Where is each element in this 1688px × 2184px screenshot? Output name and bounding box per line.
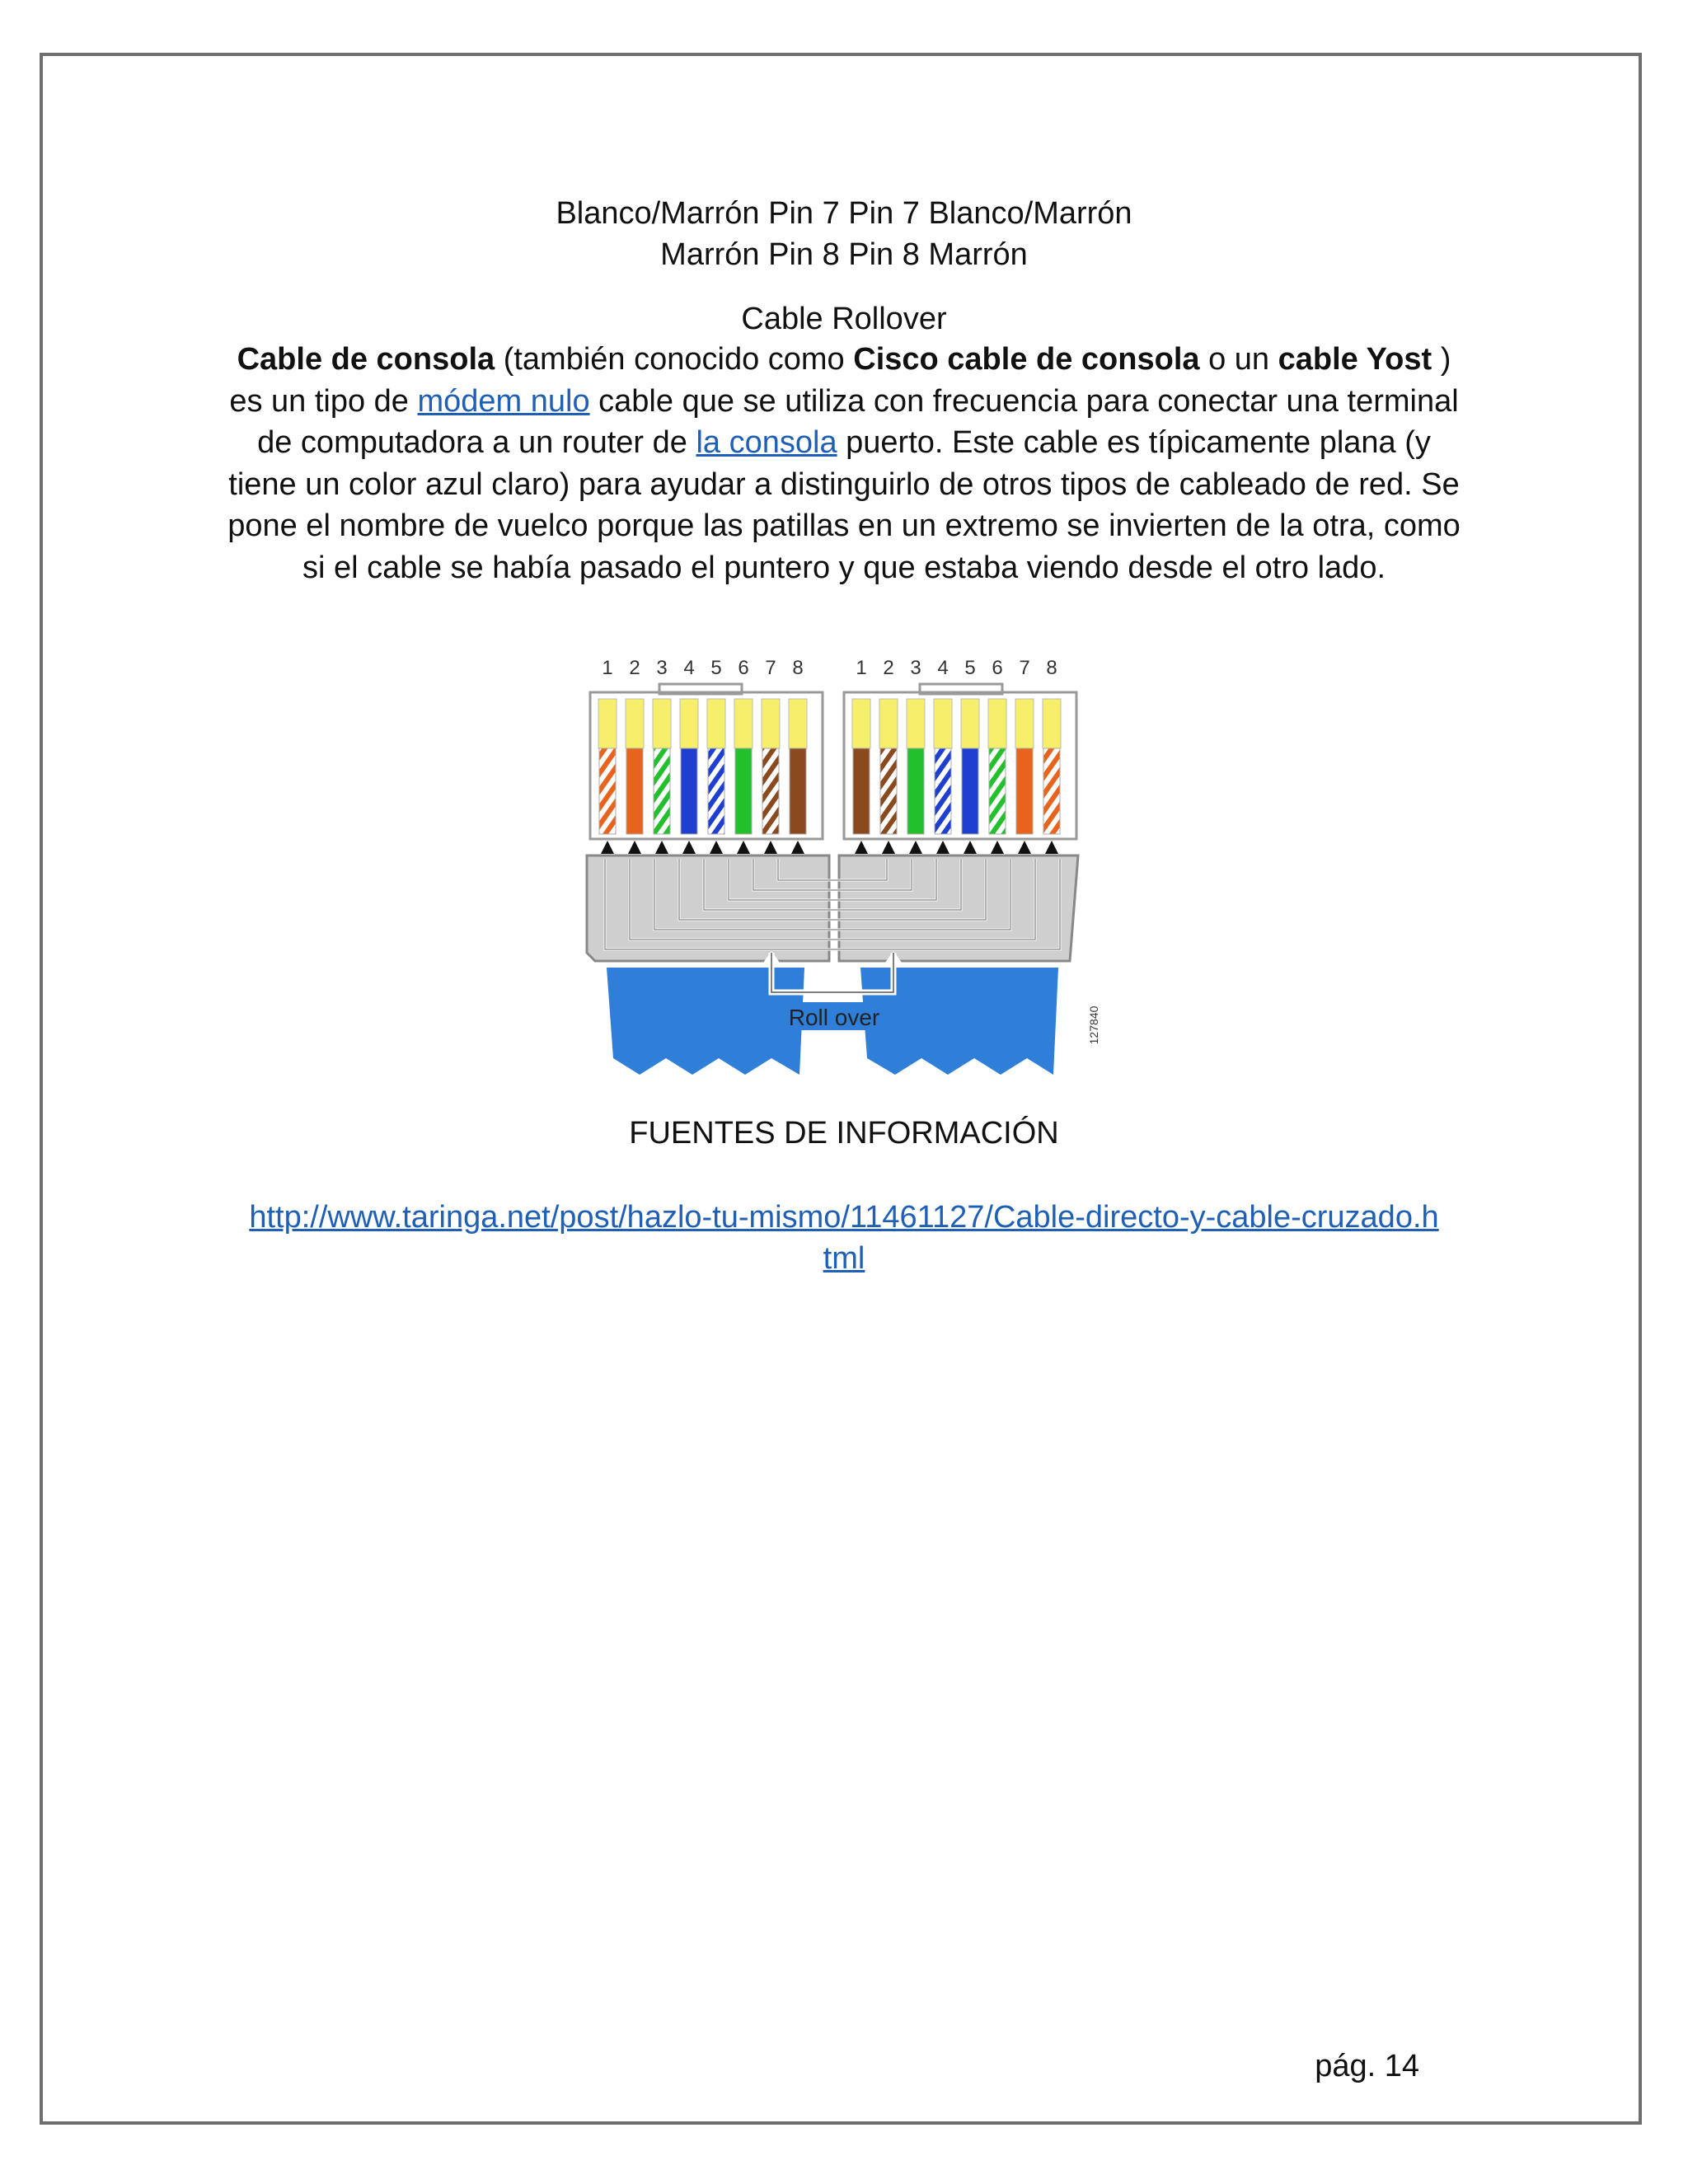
left-pin-number: 7 [765,657,776,679]
right-pin-contact [961,699,979,748]
right-pin-arrow [909,841,922,854]
right-pin-contact [1043,699,1061,748]
paragraph-text: puerto. Este cable es típicamente plana (y tiene un color azul claro) para ayudar a distinguirlo de otros tipos de cableado de red. Se pone el nombre de vuelco porque las patillas en un extremo se invierten de la otra, como si el cable se había pasado el puntero y que estaba viendo desde el otro lado. [227,425,1461,585]
right-pin-contact [879,699,898,748]
left-pin-contact [626,699,644,748]
left-pin-arrow [682,841,696,854]
left-pin-number: 6 [738,657,749,679]
right-wire-wb-orange-white [1043,748,1060,834]
source-link-container [247,1197,1441,1279]
paragraph-text: (también conocido como [495,342,854,377]
right-pin-arrow [882,841,895,854]
right-pin-arrow [1045,841,1058,854]
link-la-consola[interactable]: la consola [696,425,837,460]
left-pin-contact [762,699,780,748]
right-wire-green [907,748,924,834]
left-pin-arrow [764,841,777,854]
left-pin-arrow [628,841,641,854]
right-pin-number: 5 [964,657,976,679]
paragraph-text: ) es un tipo de [229,342,1451,419]
right-pin-contact [852,699,870,748]
link-modem-nulo[interactable]: módem nulo [417,383,590,419]
left-pin-number: 4 [683,657,695,679]
paragraph-text: cable que se utiliza con frecuencia para conectar una terminal de computadora a un router de [257,383,1459,460]
left-pin-contact [598,699,617,748]
right-pin-number: 2 [883,657,894,679]
right-pin-arrow [964,841,977,854]
left-wire-brown [790,748,806,834]
term-cable-de-consola: Cable de consola [237,342,495,377]
page-number: pág. 14 [1315,2049,1419,2083]
rollover-cable-diagram [577,646,1113,1091]
left-pin-number: 3 [656,657,668,679]
pin-line-7: Blanco/Marrón Pin 7 Pin 7 Blanco/Marrón [556,196,1132,231]
right-pin-number: 7 [1019,657,1030,679]
left-pin-contact [789,699,807,748]
left-wire-wb-green-white [654,748,670,834]
right-cable-jacket [860,968,1058,1075]
rollover-paragraph [223,339,1465,588]
left-wire-wb-brown-white [762,748,779,834]
left-pin-number: 1 [602,657,613,679]
source-link[interactable]: http://www.taringa.net/post/hazlo-tu-mismo/11461127/Cable-directo-y-cable-cruzado.html [249,1200,1439,1276]
left-pin-number: 5 [710,657,722,679]
left-pin-contact [707,699,725,748]
pin-line-8: Marrón Pin 8 Pin 8 Marrón [660,237,1028,272]
right-pin-arrow [991,841,1004,854]
left-wire-orange [626,748,643,834]
left-pin-arrow [655,841,668,854]
right-pin-arrow [936,841,950,854]
right-wire-brown [853,748,870,834]
right-pin-contact [988,699,1006,748]
term-cable-yost: cable Yost [1278,342,1432,377]
right-wire-wb-brown-white [880,748,897,834]
left-pin-arrow [791,841,804,854]
left-pin-contact [653,699,671,748]
left-pin-number: 2 [629,657,640,679]
paragraph-text: o un [1199,342,1278,377]
left-cable-jacket [607,968,804,1075]
figure-id: 127840 [1087,1005,1100,1045]
right-pin-number: 1 [856,657,867,679]
right-pin-number: 8 [1046,657,1057,679]
left-pin-arrow [601,841,614,854]
left-pin-contact [734,699,753,748]
right-boot [839,855,1078,961]
right-pin-contact [907,699,925,748]
right-wire-blue [962,748,978,834]
left-wire-blue [681,748,697,834]
right-pin-number: 4 [937,657,949,679]
sources-title: FUENTES DE INFORMACIÓN [629,1116,1059,1151]
right-pin-arrow [855,841,868,854]
right-connector [844,692,1076,839]
right-wire-wb-blue-white [935,748,951,834]
left-pin-arrow [710,841,723,854]
left-boot [587,855,829,961]
left-connector [590,692,823,839]
left-pin-arrow [737,841,750,854]
right-pin-contact [1015,699,1034,748]
right-pin-arrow [1018,841,1031,854]
roll-over-label: Roll over [788,1005,880,1030]
right-pin-contact [934,699,952,748]
left-wire-green [735,748,752,834]
left-wire-wb-blue-white [708,748,724,834]
section-title: Cable Rollover [741,302,947,336]
right-wire-orange [1016,748,1033,834]
right-pin-number: 6 [992,657,1003,679]
right-pin-number: 3 [910,657,921,679]
left-pin-contact [680,699,698,748]
left-pin-number: 8 [792,657,804,679]
term-cisco-cable: Cisco cable de consola [853,342,1200,377]
left-wire-wb-orange-white [599,748,616,834]
right-wire-wb-green-white [989,748,1006,834]
